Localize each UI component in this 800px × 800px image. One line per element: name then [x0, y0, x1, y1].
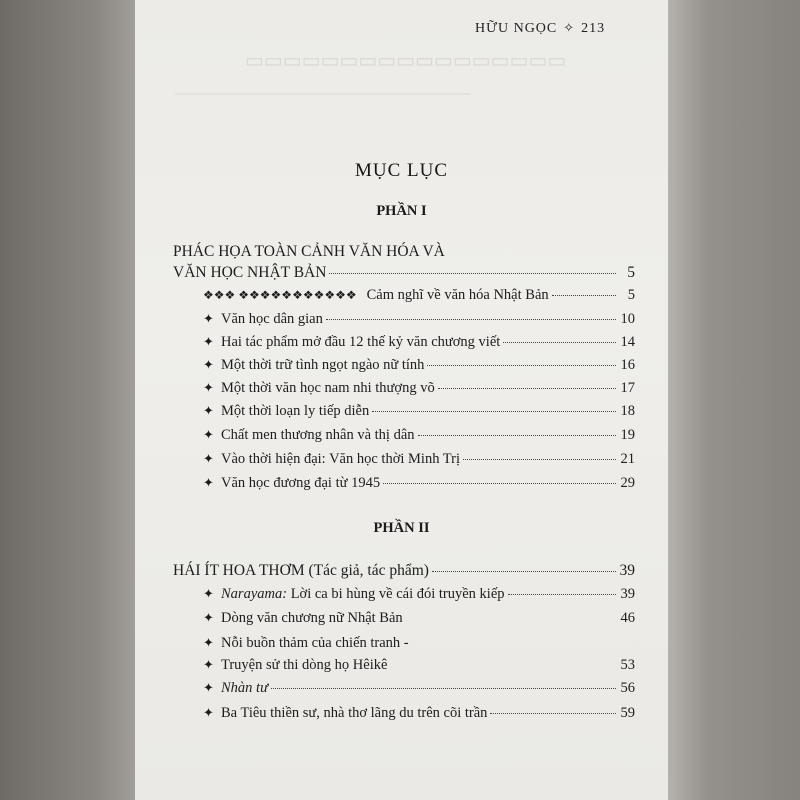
- toc-entry-text: Một thời trữ tình ngọt ngào nữ tính: [221, 357, 425, 373]
- dot-leader: [508, 594, 616, 595]
- toc-entry-text: Hai tác phẩm mở đầu 12 thế kỷ văn chương viết: [221, 334, 501, 350]
- toc-entry-intro: [203, 287, 635, 304]
- dot-leader: [463, 459, 616, 460]
- page-ref: 29: [620, 475, 635, 491]
- part-2-label: PHẦN II: [373, 520, 430, 536]
- page-ref: 59: [620, 705, 635, 721]
- diamond-star-icon: ✦: [203, 380, 214, 395]
- header-page-number: 213: [581, 21, 606, 36]
- diamond-star-icon: ✦: [203, 680, 214, 695]
- background-right: [668, 0, 800, 800]
- ornament-row-icon: ❖❖❖ ❖❖❖❖❖❖❖❖❖❖❖: [203, 288, 357, 302]
- page-ref: 17: [620, 380, 635, 396]
- toc-entry: [203, 586, 635, 603]
- page-ref: 39: [619, 562, 635, 579]
- page-ref: 16: [620, 357, 635, 373]
- bleed-through-text: ▭▭▭▭▭▭▭▭▭▭▭▭▭▭▭▭▭: [245, 50, 567, 72]
- part-1-heading-text-2: VĂN HỌC NHẬT BẢN: [173, 264, 327, 281]
- toc-entry: [203, 610, 635, 627]
- diamond-star-icon: ✦: [203, 657, 214, 672]
- page-ref: 46: [620, 610, 635, 626]
- toc-entry-text: Vào thời hiện đại: Văn học thời Minh Trị: [221, 451, 461, 467]
- diamond-star-icon: ✦: [203, 357, 214, 372]
- toc-entry: [203, 657, 635, 674]
- running-header: [475, 20, 605, 37]
- toc-entry-text: Chất men thương nhân và thị dân: [221, 427, 415, 443]
- toc-entry-text: Cảm nghĩ về văn hóa Nhật Bản: [366, 287, 549, 303]
- toc-entry: [203, 427, 635, 444]
- page-ref: 14: [620, 334, 635, 350]
- dot-leader: [372, 411, 616, 412]
- diamond-star-icon: ✦: [203, 635, 214, 650]
- part-1-heading-text-1: PHÁC HỌA TOÀN CẢNH VĂN HÓA VÀ: [173, 243, 445, 260]
- toc-entry: [203, 705, 635, 722]
- dot-leader: [432, 571, 616, 572]
- toc-entry-text: Nỗi buồn thảm của chiến tranh -: [221, 635, 409, 651]
- diamond-star-icon: ✦: [203, 610, 214, 625]
- toc-entry-text: Dòng văn chương nữ Nhật Bản: [221, 610, 403, 626]
- header-author: HỮU NGỌC: [475, 21, 558, 36]
- part-2-heading-text: HÁI ÍT HOA THƠM (Tác giả, tác phẩm): [173, 562, 429, 579]
- header-diamond-icon: ✧: [563, 20, 576, 35]
- part-1-heading-line-2: [173, 264, 635, 282]
- dot-leader: [383, 483, 616, 484]
- diamond-star-icon: ✦: [203, 475, 214, 490]
- dot-leader: [326, 319, 616, 320]
- diamond-star-icon: ✦: [203, 311, 214, 326]
- toc-title: MỤC LỤC: [354, 160, 449, 181]
- dot-leader: [427, 365, 616, 366]
- book-page: [135, 0, 668, 800]
- page-ref: 5: [627, 264, 635, 281]
- toc-entry: [203, 475, 635, 492]
- dot-leader: [490, 713, 616, 714]
- toc-entry-text: Văn học dân gian: [221, 311, 323, 327]
- toc-entry-italic: Narayama:: [221, 586, 288, 602]
- toc-entry: [203, 357, 635, 374]
- page-ref: 53: [620, 657, 635, 673]
- dot-leader: [438, 388, 616, 389]
- dot-leader: [271, 688, 616, 689]
- toc-entry-italic: Nhàn tư: [221, 680, 268, 696]
- dot-leader: [503, 342, 616, 343]
- bleed-through-lines: ────────────────────────────────: [175, 86, 470, 101]
- toc-entry-text: Một thời loạn ly tiếp diễn: [221, 403, 370, 419]
- toc-entry: [203, 311, 635, 328]
- diamond-star-icon: ✦: [203, 451, 214, 466]
- toc-entry: [203, 680, 635, 697]
- dot-leader: [418, 435, 616, 436]
- toc-entry-text: Truyện sử thi dòng họ Hêikê: [221, 657, 388, 673]
- background-left: [0, 0, 135, 800]
- part-1-heading-line-1: [173, 243, 445, 261]
- diamond-star-icon: ✦: [203, 705, 214, 720]
- page-ref: 39: [620, 586, 635, 602]
- diamond-star-icon: ✦: [203, 427, 214, 442]
- toc-entry-text: Ba Tiêu thiền sư, nhà thơ lãng du trên cõi trần: [221, 705, 488, 721]
- diamond-star-icon: ✦: [203, 334, 214, 349]
- dot-leader: [552, 295, 616, 296]
- page-ref: 18: [620, 403, 635, 419]
- toc-entry: [203, 635, 635, 652]
- toc-entry: [203, 380, 635, 397]
- dot-leader: [329, 273, 616, 274]
- toc-entry-text: Lời ca bi hùng về cái đói truyền kiếp: [287, 586, 505, 602]
- page-ref: 56: [620, 680, 635, 696]
- diamond-star-icon: ✦: [203, 586, 214, 601]
- page-ref: 10: [620, 311, 635, 327]
- page-ref: 19: [620, 427, 635, 443]
- part-1-label: PHẦN I: [376, 203, 427, 219]
- page-ref: 21: [620, 451, 635, 467]
- diamond-star-icon: ✦: [203, 403, 214, 418]
- part-2-heading-line: [173, 562, 635, 580]
- toc-entry: [203, 403, 635, 420]
- toc-entry-text: Văn học đương đại từ 1945: [221, 475, 381, 491]
- page-ref: 5: [627, 287, 635, 303]
- toc-entry: [203, 451, 635, 468]
- toc-entry-text: Một thời văn học nam nhi thượng võ: [221, 380, 435, 396]
- toc-entry: [203, 334, 635, 351]
